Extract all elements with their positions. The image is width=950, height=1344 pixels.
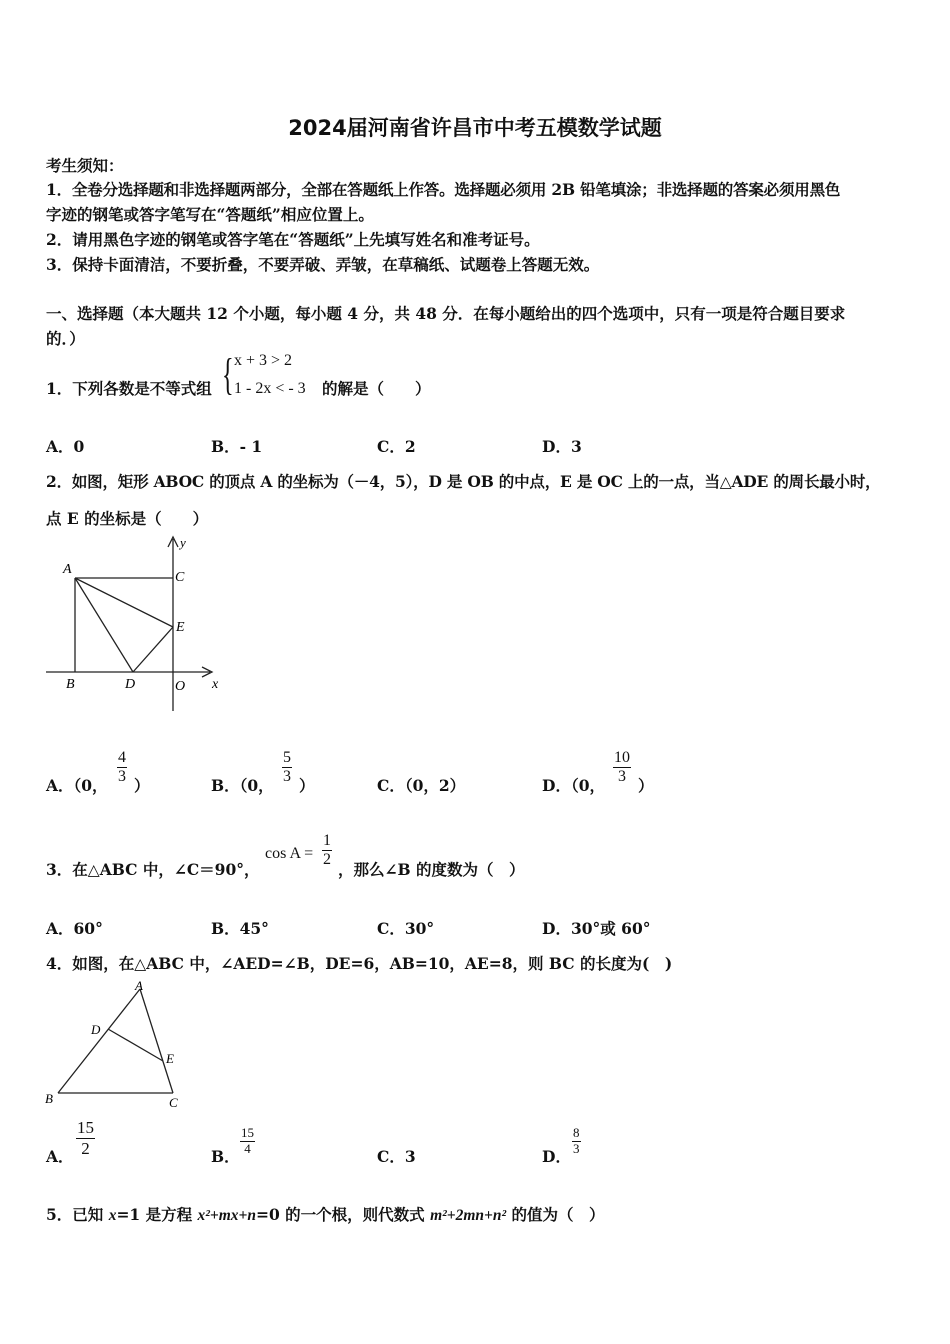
q2-option-d-close: ） bbox=[638, 776, 654, 795]
q2-option-a-close: ） bbox=[134, 776, 150, 795]
notice-item-3: 3．保持卡面清洁，不要折叠，不要弄破、弄皱，在草稿纸、试题卷上答题无效。 bbox=[46, 255, 600, 274]
q2-option-c: C．（0，2） bbox=[377, 776, 466, 795]
q2-text: 2．如图，矩形 ABOC 的顶点 A 的坐标为（－4，5），D 是 OB 的中点，E 是 OC 上的一点，当△ADE 的周长最小时， bbox=[46, 472, 881, 491]
notice-item-1-cont: 字迹的钢笔或答字笔写在“答题纸”相应位置上。 bbox=[46, 205, 374, 224]
q2-option-b: B．（0， bbox=[211, 776, 274, 795]
label-d: D bbox=[91, 1022, 101, 1037]
q5-text: 5．已知 x=1 是方程 x²+mx+n=0 的一个根，则代数式 m²+2mn+n² 的值为（ ） bbox=[46, 1205, 605, 1224]
q4-figure bbox=[44, 977, 194, 1112]
label-y: y bbox=[180, 535, 186, 550]
q1-option-a: A．0 bbox=[46, 437, 85, 456]
q4-text: 4．如图，在△ABC 中，∠AED=∠B，DE=6，AB=10，AE=8，则 BC 的长度为( ) bbox=[46, 954, 673, 973]
q1-inequality-2: 1 - 2x < - 3 bbox=[234, 380, 306, 397]
label-b: B bbox=[45, 1091, 53, 1106]
q1-option-b: B．- 1 bbox=[211, 437, 263, 456]
q2-option-d-frac: $\frac{10}{3}$ bbox=[614, 749, 630, 786]
q3-option-d: D．30°或 60° bbox=[542, 919, 651, 938]
notice-item-1: 1．全卷分选择题和非选择题两部分，全部在答题纸上作答。选择题必须用 2B 铅笔填涂；非选择题的答案必须用黑色 bbox=[46, 180, 841, 199]
q2-option-a-frac: $\frac{4}{3}$ bbox=[118, 749, 126, 786]
q2-option-b-close: ） bbox=[299, 776, 315, 795]
q2-option-d: D．（0， bbox=[542, 776, 605, 795]
q1-prefix: 1．下列各数是不等式组 bbox=[46, 379, 212, 398]
q1-option-d: D．3 bbox=[542, 437, 582, 456]
q2-option-a: A．（0， bbox=[46, 776, 108, 795]
label-a: A bbox=[135, 978, 143, 993]
label-b: B bbox=[66, 677, 75, 692]
label-o: O bbox=[175, 679, 186, 694]
label-e: E bbox=[166, 1051, 174, 1066]
system-brace: { bbox=[222, 350, 234, 399]
section-heading-cont: 的．） bbox=[46, 329, 85, 348]
notice-item-2: 2．请用黑色字迹的钢笔或答字笔在“答题纸”上先填写姓名和准考证号。 bbox=[46, 230, 540, 249]
q3-suffix: ，那么∠B 的度数为（ ） bbox=[338, 860, 525, 879]
q3-cos: cos A = bbox=[265, 845, 314, 862]
q4-option-b: B． bbox=[211, 1147, 240, 1166]
q4-option-d-frac: $\frac{8}{3}$ bbox=[573, 1125, 580, 1156]
q1-option-c: C．2 bbox=[377, 437, 416, 456]
q4-option-b-frac: $\frac{15}{4}$ bbox=[241, 1125, 254, 1156]
label-c: C bbox=[175, 570, 185, 585]
label-a: A bbox=[63, 562, 72, 577]
q4-option-a-frac: $\frac{15}{2}$ bbox=[77, 1118, 94, 1158]
q1-suffix: 的解是（ ） bbox=[322, 379, 431, 398]
q1-inequality-1: x + 3 > 2 bbox=[234, 352, 293, 369]
q3-option-b: B．45° bbox=[211, 919, 269, 938]
label-e: E bbox=[176, 620, 185, 635]
section-heading: 一、选择题（本大题共 12 个小题，每小题 4 分，共 48 分．在每小题给出的四个选项中，只有一项是符合题目要求 bbox=[46, 304, 846, 323]
q4-option-d: D． bbox=[542, 1147, 571, 1166]
q3-option-a: A．60° bbox=[46, 919, 103, 938]
q2-figure bbox=[44, 533, 229, 718]
q3-option-c: C．30° bbox=[377, 919, 435, 938]
label-d: D bbox=[125, 677, 136, 692]
q2-text-cont: 点 E 的坐标是（ ） bbox=[46, 509, 209, 528]
q4-option-a: A． bbox=[46, 1147, 74, 1166]
label-c: C bbox=[169, 1095, 178, 1110]
q3-prefix: 3．在△ABC 中，∠C＝90°， bbox=[46, 860, 260, 879]
page-title: 2024届河南省许昌市中考五模数学试题 bbox=[288, 116, 662, 140]
q3-fraction: $\frac{1}{2}$ bbox=[323, 832, 331, 869]
q2-option-b-frac: $\frac{5}{3}$ bbox=[283, 749, 291, 786]
label-x: x bbox=[212, 677, 219, 692]
notice-heading: 考生须知： bbox=[46, 156, 124, 175]
q4-option-c: C．3 bbox=[377, 1147, 416, 1166]
